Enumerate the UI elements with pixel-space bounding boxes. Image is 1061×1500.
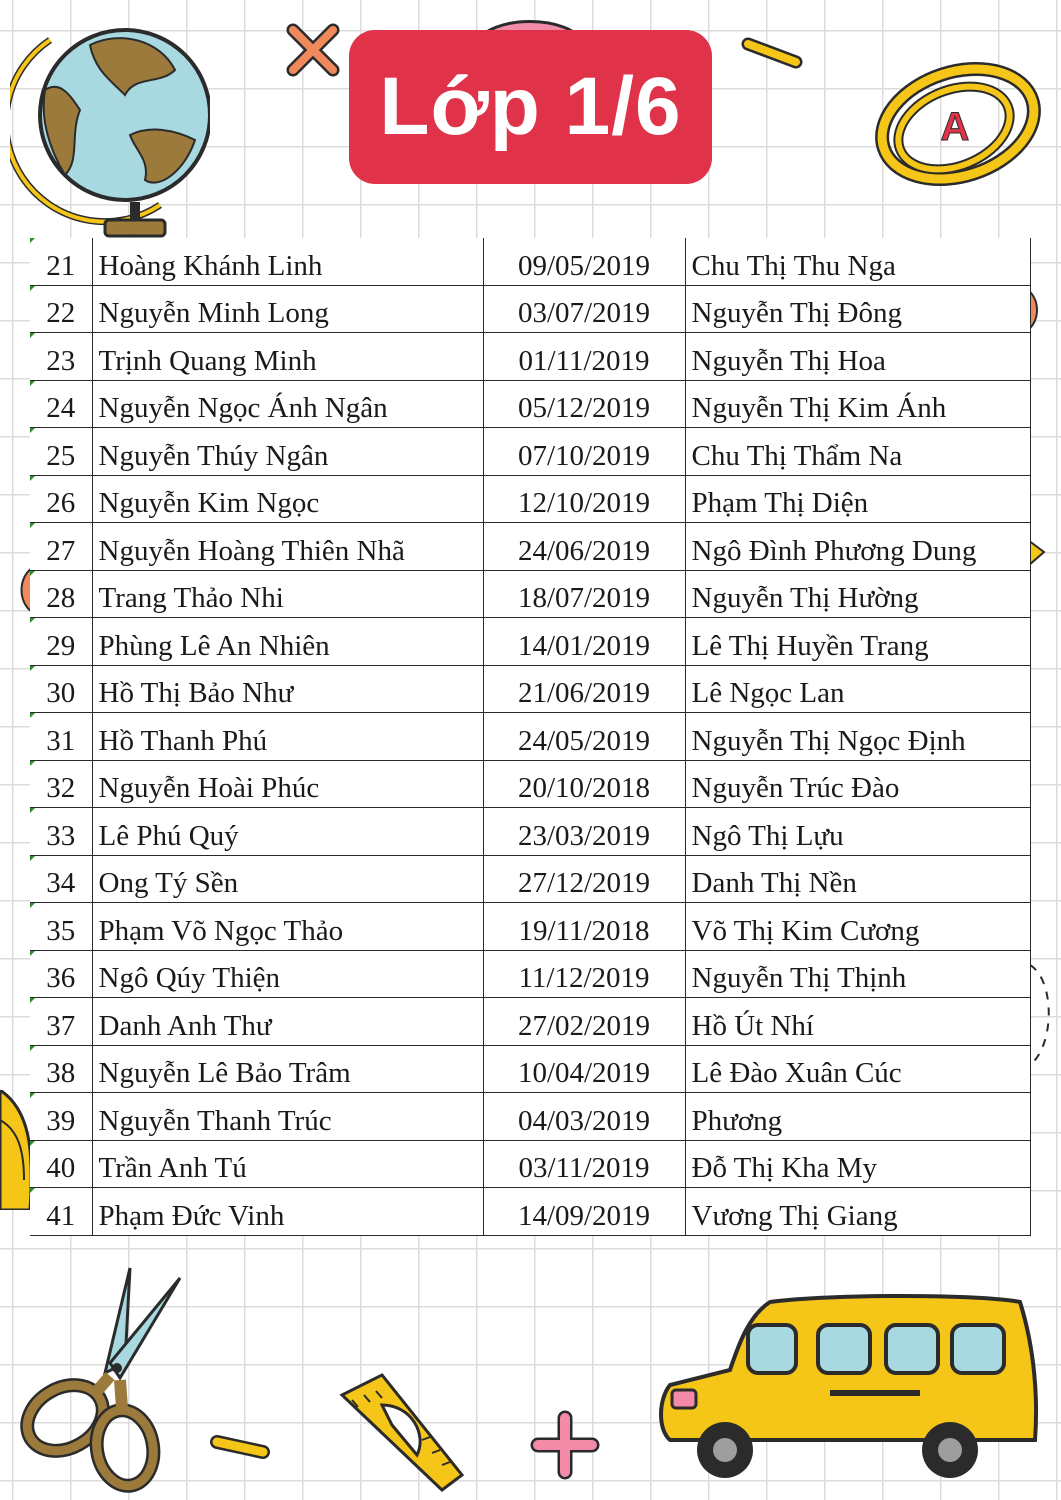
table-row [30,665,1030,713]
row-number: 28 [30,570,92,618]
parent-name: Danh Thị Nền [685,855,1030,903]
cell-corner-marker [30,903,35,908]
parent-name: Vương Thị Giang [685,1188,1030,1236]
student-name: Lê Phú Quý [92,808,483,856]
student-name: Phùng Lê An Nhiên [92,618,483,666]
parent-name: Nguyễn Thị Kim Ánh [685,380,1030,428]
table-row [30,475,1030,523]
row-number: 22 [30,285,92,333]
cell-corner-marker [30,618,35,623]
student-name: Nguyễn Hoài Phúc [92,760,483,808]
student-name: Hồ Thanh Phú [92,713,483,761]
student-name: Nguyễn Kim Ngọc [92,475,483,523]
row-number: 39 [30,1093,92,1141]
table-row [30,238,1030,285]
row-number: 33 [30,808,92,856]
student-name: Nguyễn Thanh Trúc [92,1093,483,1141]
student-name: Trang Thảo Nhi [92,570,483,618]
cell-corner-marker [30,428,35,433]
class-title: Lớp 1/6 [379,61,682,152]
cell-corner-marker [30,286,35,291]
birth-date: 03/07/2019 [483,285,685,333]
birth-date: 20/10/2018 [483,760,685,808]
parent-name: Phạm Thị Diện [685,475,1030,523]
parent-name: Lê Thị Huyền Trang [685,618,1030,666]
table-row [30,998,1030,1046]
table-row [30,570,1030,618]
cell-corner-marker [30,1141,35,1146]
birth-date: 04/03/2019 [483,1093,685,1141]
table-row [30,285,1030,333]
birth-date: 01/11/2019 [483,333,685,381]
side-left-pencil-icon [0,1090,34,1210]
table-row [30,380,1030,428]
class-title-box [349,30,712,184]
table-row [30,808,1030,856]
student-name: Nguyễn Thúy Ngân [92,428,483,476]
row-number: 38 [30,1045,92,1093]
cell-corner-marker [30,333,35,338]
student-name: Ngô Qúy Thiện [92,950,483,998]
cell-corner-marker [30,713,35,718]
parent-name: Võ Thị Kim Cương [685,903,1030,951]
birth-date: 24/05/2019 [483,713,685,761]
row-number: 40 [30,1140,92,1188]
birth-date: 11/12/2019 [483,950,685,998]
cell-corner-marker [30,951,35,956]
table-row [30,1045,1030,1093]
birth-date: 23/03/2019 [483,808,685,856]
table-row [30,428,1030,476]
parent-name: Đỗ Thị Kha My [685,1140,1030,1188]
parent-name: Chu Thị Thẩm Na [685,428,1030,476]
birth-date: 12/10/2019 [483,475,685,523]
side-dashed-shape-icon [1030,960,1060,1070]
table-row [30,855,1030,903]
row-number: 24 [30,380,92,428]
parent-name: Nguyễn Thị Hoa [685,333,1030,381]
dash-icon [738,34,808,74]
row-number: 21 [30,238,92,285]
parent-name: Lê Ngọc Lan [685,665,1030,713]
parent-name: Ngô Đình Phương Dung [685,523,1030,571]
table-row [30,903,1030,951]
row-number: 29 [30,618,92,666]
table-row [30,1140,1030,1188]
globe-icon [10,10,210,245]
birth-date: 14/09/2019 [483,1188,685,1236]
student-name: Hoàng Khánh Linh [92,238,483,285]
table-row [30,618,1030,666]
row-number: 37 [30,998,92,1046]
birth-date: 21/06/2019 [483,665,685,713]
row-number: 27 [30,523,92,571]
birth-date: 05/12/2019 [483,380,685,428]
student-name: Danh Anh Thư [92,998,483,1046]
table-row [30,1188,1030,1236]
table-row [30,1093,1030,1141]
birth-date: 10/04/2019 [483,1045,685,1093]
student-name: Phạm Đức Vinh [92,1188,483,1236]
row-number: 31 [30,713,92,761]
cell-corner-marker [30,856,35,861]
a-badge-letter: A [940,105,970,149]
parent-name: Nguyễn Thị Hường [685,570,1030,618]
student-roster-table [30,238,1031,1236]
protractor-icon [322,1365,472,1495]
cell-corner-marker [30,476,35,481]
row-number: 34 [30,855,92,903]
student-name: Nguyễn Lê Bảo Trâm [92,1045,483,1093]
row-number: 32 [30,760,92,808]
a-grade-badge-icon [870,56,1045,191]
table-row [30,950,1030,998]
parent-name: Chu Thị Thu Nga [685,238,1030,285]
row-number: 41 [30,1188,92,1236]
parent-name: Phương [685,1093,1030,1141]
cell-corner-marker [30,761,35,766]
minus-icon [205,1428,275,1468]
birth-date: 24/06/2019 [483,523,685,571]
parent-name: Nguyễn Thị Ngọc Định [685,713,1030,761]
student-name: Phạm Võ Ngọc Thảo [92,903,483,951]
row-number: 26 [30,475,92,523]
table-row [30,760,1030,808]
birth-date: 19/11/2018 [483,903,685,951]
student-name: Nguyễn Ngọc Ánh Ngân [92,380,483,428]
birth-date: 14/01/2019 [483,618,685,666]
cell-corner-marker [30,523,35,528]
table-row [30,713,1030,761]
row-number: 36 [30,950,92,998]
table-row [30,333,1030,381]
school-bus-icon [650,1290,1050,1490]
scissors-icon [10,1258,200,1493]
side-yellow-shape-icon [1028,538,1048,568]
parent-name: Hồ Út Nhí [685,998,1030,1046]
parent-name: Lê Đào Xuân Cúc [685,1045,1030,1093]
cell-corner-marker [30,1093,35,1098]
parent-name: Nguyễn Thị Thịnh [685,950,1030,998]
row-number: 25 [30,428,92,476]
row-number: 35 [30,903,92,951]
birth-date: 07/10/2019 [483,428,685,476]
birth-date: 09/05/2019 [483,238,685,285]
student-name: Trần Anh Tú [92,1140,483,1188]
birth-date: 27/02/2019 [483,998,685,1046]
table-row [30,523,1030,571]
row-number: 23 [30,333,92,381]
cell-corner-marker [30,808,35,813]
parent-name: Nguyễn Trúc Đào [685,760,1030,808]
cell-corner-marker [30,381,35,386]
parent-name: Nguyễn Thị Đông [685,285,1030,333]
birth-date: 03/11/2019 [483,1140,685,1188]
cell-corner-marker [30,1046,35,1051]
student-name: Nguyễn Minh Long [92,285,483,333]
cross-icon [283,20,343,80]
parent-name: Ngô Thị Lựu [685,808,1030,856]
birth-date: 27/12/2019 [483,855,685,903]
student-name: Ong Tý Sền [92,855,483,903]
cell-corner-marker [30,571,35,576]
cell-corner-marker [30,666,35,671]
student-name: Hồ Thị Bảo Như [92,665,483,713]
student-name: Trịnh Quang Minh [92,333,483,381]
cell-corner-marker [30,238,35,243]
cell-corner-marker [30,998,35,1003]
plus-icon [528,1408,602,1482]
row-number: 30 [30,665,92,713]
student-name: Nguyễn Hoàng Thiên Nhã [92,523,483,571]
birth-date: 18/07/2019 [483,570,685,618]
cell-corner-marker [30,1188,35,1193]
